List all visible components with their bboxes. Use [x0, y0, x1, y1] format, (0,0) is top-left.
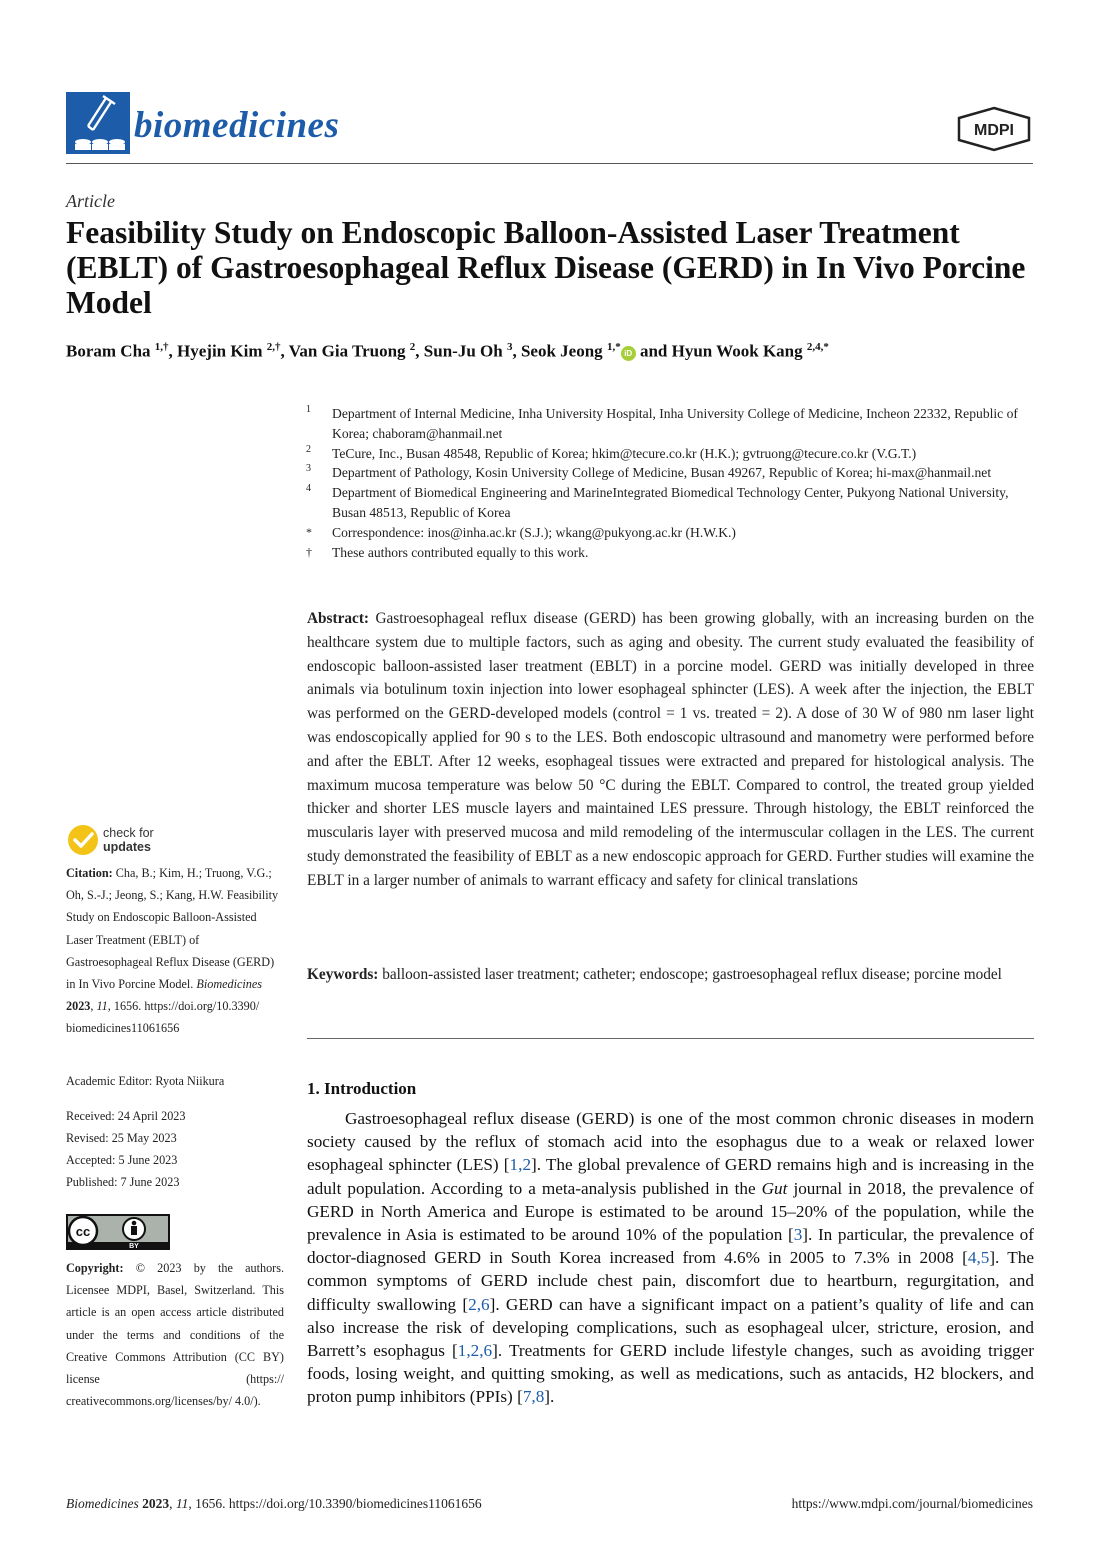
author-sup: 2,4,*	[806, 341, 829, 353]
affiliation-mark: 4	[306, 483, 311, 495]
updates-label: updates	[103, 840, 151, 854]
affiliation-text: Department of Internal Medicine, Inha University Hospital, Inha University College of Medicine, Incheon 22332, Republic of Korea; chaboram@hanmail.net	[332, 406, 1018, 441]
ref-link[interactable]: 1,2	[509, 1155, 532, 1175]
mdpi-logo	[955, 106, 1033, 152]
affiliation-mark: *	[306, 524, 312, 539]
ref-link[interactable]: 3	[793, 1225, 803, 1245]
citation-volume: 11	[96, 999, 108, 1014]
affiliation-text: These authors contributed equally to this work.	[332, 544, 589, 560]
intro-text: ].	[544, 1387, 555, 1407]
intro-text: ]. GERD can have a significant impact on a patient’s quality of life and can also increase the risk of developing complications, such as esophageal ulcer, stricture, erosion, and Barrett’s esophagus [	[307, 1294, 1034, 1361]
date-accepted: Accepted: 5 June 2023	[66, 1153, 178, 1167]
affiliation-mark: 3	[306, 463, 311, 475]
orcid-icon[interactable]: iD	[621, 346, 636, 361]
intro-italic: Gut	[761, 1178, 788, 1198]
author-name: Sun-Ju Oh	[423, 341, 503, 361]
affiliation-mark: 1	[306, 404, 311, 415]
copyright-label: Copyright:	[66, 1261, 124, 1275]
journal-name: biomedicines	[134, 105, 340, 146]
keywords	[307, 963, 1034, 987]
citation-block: Citation: Cha, B.; Kim, H.; Truong, V.G.; Oh, S.-J.; Jeong, S.; Kang, H.W. Feasibility Study on Endoscopic Balloon-Assisted Laser Treatment (EBLT) of Gastroesophageal Reflux Disease (GERD) in In Vivo Porcine Model. Biomedicines 2023, 11, 1656. https://doi.org/10.3390/ biomedicines11061656	[66, 866, 279, 1036]
date-published: Published: 7 June 2023	[66, 1175, 180, 1189]
affiliation-text: Department of Pathology, Kosin University College of Medicine, Busan 49267, Republic of Korea; hi-max@hanmail.net	[332, 465, 992, 481]
intro-text: Gastroesophageal reflux disease (GERD) is one of the most common chronic diseases in modern society caused by the reflux of stomach acid into the esophagus due to a weak or relaxed lower esophageal sphincter (LES) [	[307, 1109, 1034, 1175]
author-name: Boram Cha	[66, 341, 151, 361]
author-sup: 1,†	[154, 341, 169, 353]
date-received: Received: 24 April 2023	[66, 1109, 186, 1123]
abstract	[307, 607, 1034, 893]
cc-by-license-icon[interactable]	[66, 1214, 170, 1250]
copyright-block	[66, 1257, 284, 1412]
journal-logo-icon	[66, 92, 130, 154]
affiliation-item	[306, 523, 1036, 543]
intro-text: ]. Treatments for GERD include lifestyle changes, such as avoiding trigger foods, losing weight, and quitting smoking, as well as medications, such as antacids, H2 blockers, and proton pump inhibitors (PPIs) [	[307, 1341, 1034, 1407]
abstract-label: Abstract:	[307, 610, 370, 627]
ref-link[interactable]: 2,6	[468, 1294, 490, 1314]
header-rule	[66, 163, 1033, 164]
affiliation-item	[306, 463, 1036, 483]
author-name: Van Gia Truong	[288, 341, 406, 361]
affiliation-item	[306, 404, 1036, 444]
svg-text:cc: cc	[75, 1224, 91, 1239]
author-list: Boram Cha $^{1,\dagger}$, Hyejin Kim $^{2,\dagger}$, Van Gia Truong $^2$, Sun-Ju Oh $^3$, Seok Jeong $^{1,*}$iD and Hyun Wook Kang $^{2,4,*}$	[66, 341, 829, 361]
copyright-text: © 2023 by the authors. Licensee MDPI, Basel, Switzerland. This article is an open access article distributed under the terms and conditions of the Creative Commons Attribution (CC BY) license (https:// creativecommons.org/licenses/by/ 4.0/).	[66, 1261, 285, 1409]
ref-link[interactable]: 1,2,6	[457, 1341, 493, 1361]
page-footer: Biomedicines 2023, 11, 1656. https://doi.org/10.3390/biomedicines11061656 https://www.mdpi.com/journal/biomedicines	[66, 1496, 1033, 1511]
citation-year: 2023	[66, 999, 91, 1014]
author-name: Seok Jeong	[520, 341, 603, 361]
date-revised: Revised: 25 May 2023	[66, 1131, 177, 1145]
author-sup: 1,*	[606, 341, 621, 353]
ref-link[interactable]: 4,5	[967, 1248, 990, 1268]
abstract-text: Gastroesophageal reflux disease (GERD) has been growing globally, with an increasing burden on the healthcare system due to multiple factors, such as aging and obesity. The current study evaluated the feasibility of endoscopic balloon-assisted laser treatment (EBLT) in a porcine model. GERD was initially developed in three animals via botulinum toxin injection into lower esophageal sphincter (LES). A week after the injection, the EBLT was performed on the GERD-developed models (control = 1 vs. treated = 2). A dose of 30 W of 980 nm laser light was endoscopically applied for 90 s to the LES. Both endoscopic ultrasound and manometry were performed before and after the EBLT. After 12 weeks, esophageal tissues were extracted and prepared for histological analysis. The maximum mucosa temperature was below 50 °C during the EBLT. Compared to control, the treated group yielded thicker and shorter LES muscle layers and maintained LES pressure. Through histology, the EBLT reinforced the muscularis layer with preserved mucosa and mild remodeling of the intermuscular collagen in the LES. The current study demonstrated the feasibility of EBLT as a new endoscopic approach for GERD. Further studies will examine the EBLT in a larger number of animals to warrant efficacy and safety for clinical translations	[307, 610, 1034, 889]
affiliation-text: Department of Biomedical Engineering and MarineIntegrated Biomedical Technology Center, Pukyong National University, Busan 48513, Republic of Korea	[332, 485, 1009, 520]
footer-year: 2023	[142, 1496, 170, 1511]
affiliations	[306, 404, 1036, 562]
intro-paragraph	[307, 1107, 1034, 1409]
author-sup: 2	[409, 341, 416, 353]
check-for-label: check for	[103, 826, 154, 840]
footer-volume: 11	[175, 1496, 189, 1511]
keywords-label: Keywords:	[307, 966, 379, 983]
citation-label: Citation:	[66, 866, 113, 880]
intro-text: ]. The common symptoms of GERD include chest pain, discomfort due to heartburn, regurgitation, and difficulty swallowing [	[307, 1248, 1034, 1314]
footer-doi[interactable]: , 1656. https://doi.org/10.3390/biomedicines11061656	[188, 1496, 482, 1511]
affiliation-mark: †	[306, 544, 312, 559]
publisher-name: MDPI	[974, 122, 1014, 139]
affiliation-item	[306, 543, 1036, 563]
intro-text: ]. The global prevalence of GERD remains high and is increasing in the adult population. According to a meta-analysis published in the	[307, 1155, 1034, 1198]
keywords-text: balloon-assisted laser treatment; catheter; endoscope; gastroesophageal reflux disease; porcine model	[382, 966, 1002, 983]
citation-text: Cha, B.; Kim, H.; Truong, V.G.; Oh, S.-J.; Jeong, S.; Kang, H.W. Feasibility Study on Endoscopic Balloon-Assisted Laser Treatment (EBLT) of Gastroesophageal Reflux Disease (GERD) in In Vivo Porcine Model.	[66, 866, 279, 992]
ref-link[interactable]: 7,8	[522, 1387, 545, 1407]
footer-journal-url[interactable]: https://www.mdpi.com/journal/biomedicines	[791, 1496, 1033, 1511]
intro-text: ]. In particular, the prevalence of doctor-diagnosed GERD in South Korea increased from 4.6% in 2005 to 7.3% in 2008 [	[307, 1225, 1034, 1268]
affiliation-text: Correspondence: inos@inha.ac.kr (S.J.); wkang@pukyong.ac.kr (H.W.K.)	[332, 524, 736, 540]
footer-journal: Biomedicines	[66, 1496, 139, 1511]
article-type: Article	[66, 191, 115, 211]
author-name: Hyun Wook Kang	[671, 341, 803, 361]
check-for-updates-badge[interactable]	[66, 823, 186, 857]
intro-text: journal in 2018, the prevalence of GERD in North America and Europe is estimated to be around 15–20% of the population, while the prevalence in Asia is estimated to be around 10% of the population [	[307, 1178, 1034, 1245]
section-divider	[307, 1038, 1034, 1039]
citation-journal: Biomedicines	[196, 977, 263, 992]
affiliation-mark: 2	[306, 443, 311, 455]
cc-by-label: BY	[129, 1243, 139, 1250]
author-conjunction: and	[639, 341, 668, 361]
author-name: Hyejin Kim	[177, 341, 263, 361]
citation-doi[interactable]: , 1656. https://doi.org/10.3390/ biomedicines11061656	[66, 999, 260, 1036]
affiliation-text: TeCure, Inc., Busan 48548, Republic of Korea; hkim@tecure.co.kr (H.K.); gvtruong@tecure.co.kr (V.G.T.)	[332, 445, 917, 461]
affiliation-item	[306, 444, 1036, 464]
author-sup: 3	[506, 341, 513, 353]
affiliation-item	[306, 483, 1036, 523]
article-title: Feasibility Study on Endoscopic Balloon-Assisted Laser Treatment (EBLT) of Gastroesophageal Reflux Disease (GERD) in In Vivo Porcine Model	[66, 215, 1026, 320]
section-heading: 1. Introduction	[307, 1079, 417, 1098]
author-sup: 2,†	[266, 341, 281, 353]
academic-editor: Academic Editor: Ryota Niikura	[66, 1074, 225, 1088]
